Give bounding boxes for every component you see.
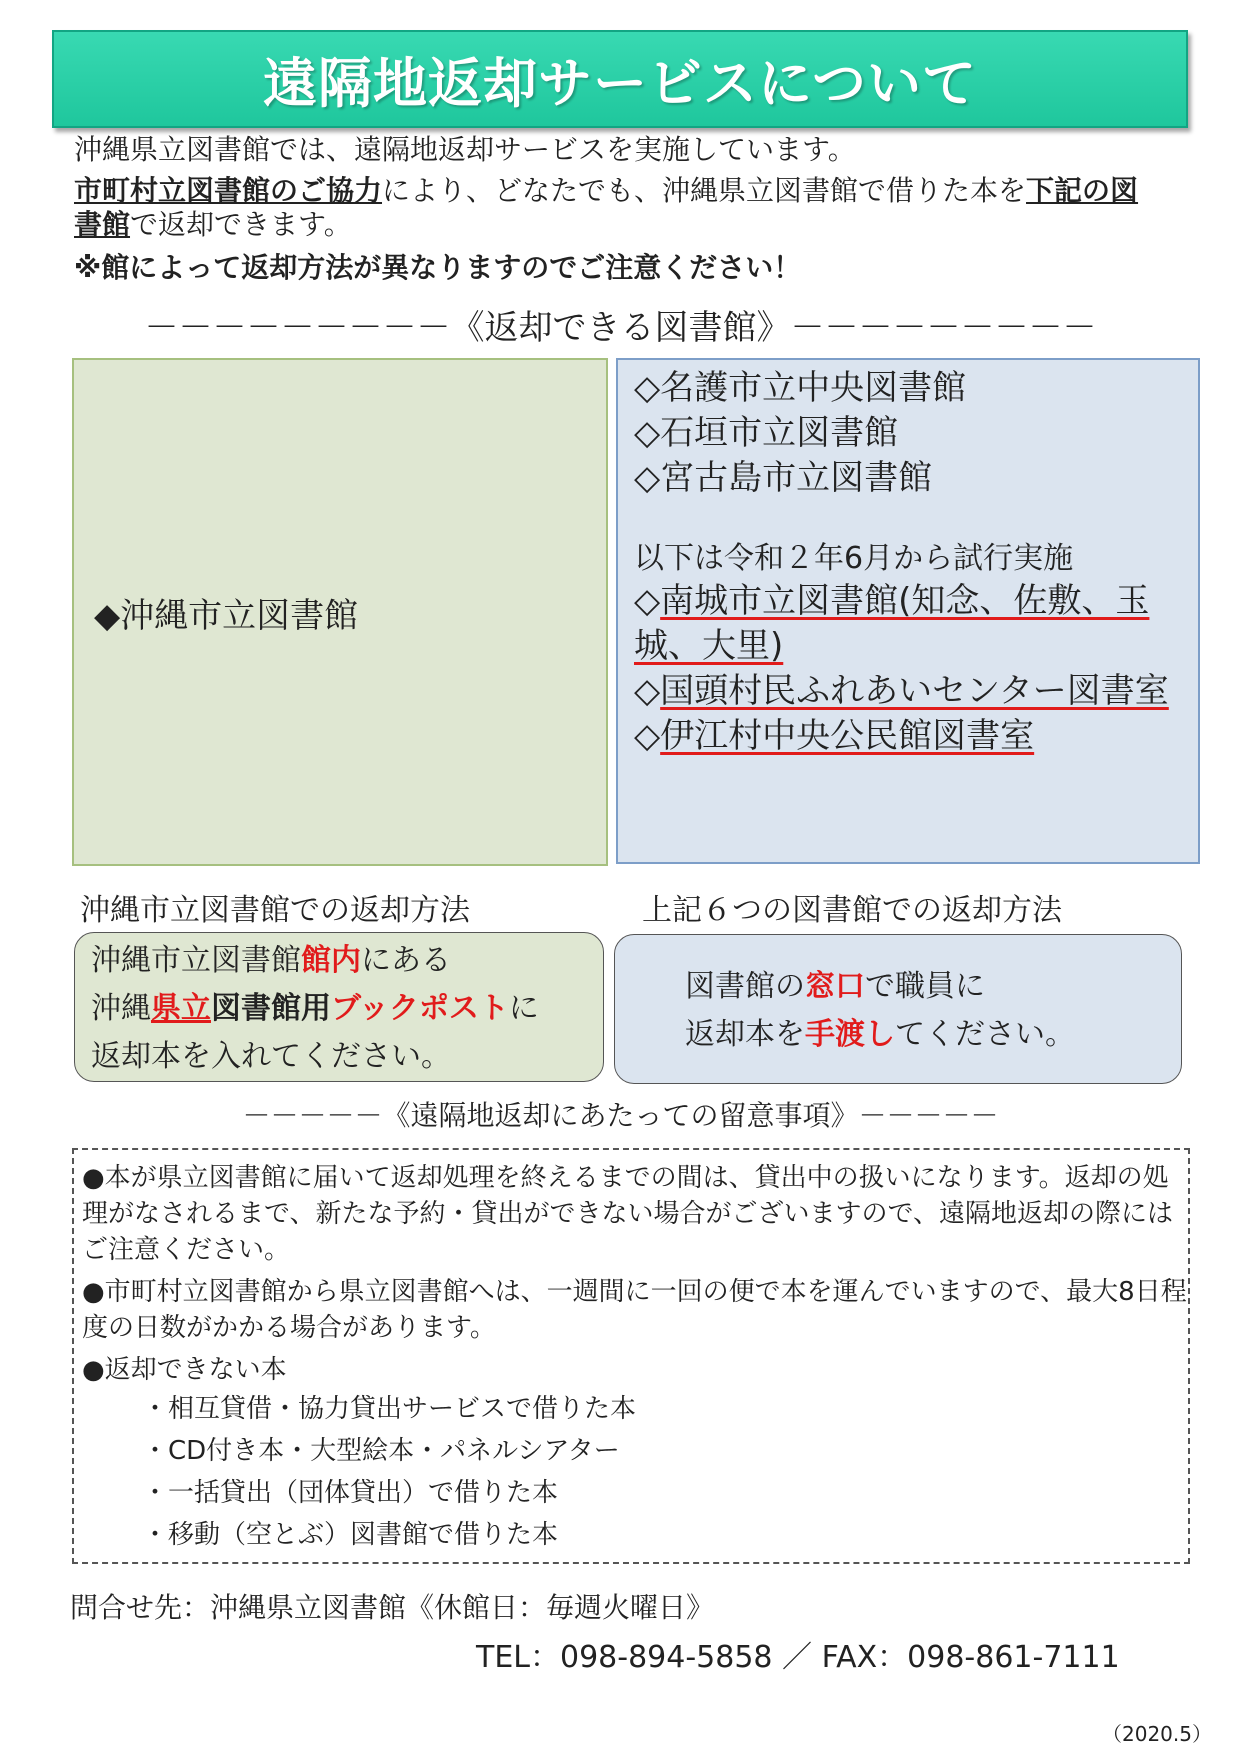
text: てください。 — [895, 1017, 1075, 1052]
library-item: ◇名護市立中央図書館 — [634, 368, 967, 408]
method-right-line-1 — [685, 963, 1181, 1011]
notes-box — [72, 1148, 1190, 1564]
note-sub-item: ・相互貸借・協力貸出サービスで借りた本 — [142, 1394, 637, 1424]
diamond-prefix: ◇ — [634, 581, 661, 621]
intro-line-2 — [74, 174, 1164, 242]
intro-underline-cooperation: 市町村立図書館のご協力 — [74, 174, 383, 207]
text: にある — [361, 943, 451, 978]
intro-underline-libraries: 下記の図書館 — [74, 174, 1139, 241]
text-bold: 図書館用 — [211, 991, 331, 1026]
trial-library-item — [634, 714, 1198, 759]
text: 返却本を — [685, 1017, 805, 1052]
text: 沖縄市立図書館 — [91, 943, 301, 978]
trial-library-name: 国頭村民ふれあいセンター図書室 — [660, 671, 1169, 711]
method-left-line-1 — [91, 937, 603, 985]
note-item: ●市町村立図書館から県立図書館へは、一週間に一回の便で本を運んでいますので、最大8日程度の日数がかかる場合があります。 — [82, 1277, 1187, 1343]
notes-heading: －－－－－《遠隔地返却にあたっての留意事項》－－－－－ — [242, 1099, 999, 1132]
note-item: ●返却できない本 — [82, 1355, 287, 1385]
highlight-in-building: 館内 — [301, 943, 361, 978]
method-left-heading: 沖縄市立図書館での返却方法 — [80, 893, 470, 928]
contact-phone-fax: TEL：098-894-5858 ／ FAX：098-861-7111 — [476, 1640, 1120, 1675]
contact-line: 問合せ先：沖縄県立図書館《休館日：毎週火曜日》 — [70, 1591, 715, 1624]
other-libraries-box — [616, 358, 1200, 864]
method-right-box — [614, 934, 1182, 1084]
publish-date: （2020.5） — [1102, 1722, 1212, 1746]
text: 沖縄 — [91, 991, 151, 1026]
title-banner — [52, 30, 1188, 128]
intro-text — [74, 132, 1164, 286]
intro-line-2-end: で返却できます。 — [130, 208, 352, 241]
method-left-line-2 — [91, 985, 603, 1033]
trial-note: 以下は令和２年6月から試行実施 — [634, 541, 1074, 576]
text: 図書館の — [685, 969, 805, 1004]
method-left-box — [74, 932, 604, 1082]
intro-warning: ※館によって返却方法が異なりますのでご注意ください！ — [74, 251, 802, 284]
highlight-counter: 窓口 — [805, 969, 865, 1004]
diamond-prefix: ◇ — [634, 716, 661, 756]
page-title: 遠隔地返却サービスについて — [263, 51, 977, 115]
trial-library-name: 伊江村中央公民館図書室 — [660, 716, 1035, 756]
note-item: ●本が県立図書館に届いて返却処理を終えるまでの間は、貸出中の扱いになります。返却の処理がなされるまで、新たな予約・貸出ができない場合がございますので、遠隔地返却の際にはご注意ください。 — [82, 1163, 1173, 1265]
text: で職員に — [865, 969, 985, 1004]
okinawa-city-box — [72, 358, 608, 866]
note-sub-item: ・一括貸出（団体貸出）で借りた本 — [142, 1478, 559, 1508]
highlight-prefectural: 県立 — [151, 991, 211, 1026]
note-sub-item: ・CD付き本・大型絵本・パネルシアター — [142, 1436, 620, 1466]
library-item: ◇宮古島市立図書館 — [634, 458, 933, 498]
returnable-libraries-heading: －－－－－－－－－《返却できる図書館》－－－－－－－－－ — [144, 308, 1097, 348]
trial-library-name: 南城市立図書館(知念、佐敷、玉城、大里) — [634, 581, 1150, 666]
intro-line-2-mid: により、どなたでも、沖縄県立図書館で借りた本を — [382, 174, 1027, 207]
diamond-prefix: ◇ — [634, 671, 661, 711]
intro-line-1: 沖縄県立図書館では、遠隔地返却サービスを実施しています。 — [74, 133, 856, 166]
library-item: ◇石垣市立図書館 — [634, 413, 899, 453]
highlight-hand-over: 手渡し — [805, 1017, 895, 1052]
method-left-line-3: 返却本を入れてください。 — [91, 1039, 451, 1074]
trial-library-item — [634, 579, 1198, 669]
okinawa-city-library: ◆沖縄市立図書館 — [94, 596, 359, 636]
method-right-line-2 — [685, 1011, 1181, 1059]
trial-library-item — [634, 669, 1198, 714]
text: に — [508, 991, 539, 1026]
highlight-book-post: ブックポスト — [331, 991, 509, 1026]
note-sub-item: ・移動（空とぶ）図書館で借りた本 — [142, 1520, 559, 1550]
method-right-heading: 上記６つの図書館での返却方法 — [642, 893, 1062, 928]
